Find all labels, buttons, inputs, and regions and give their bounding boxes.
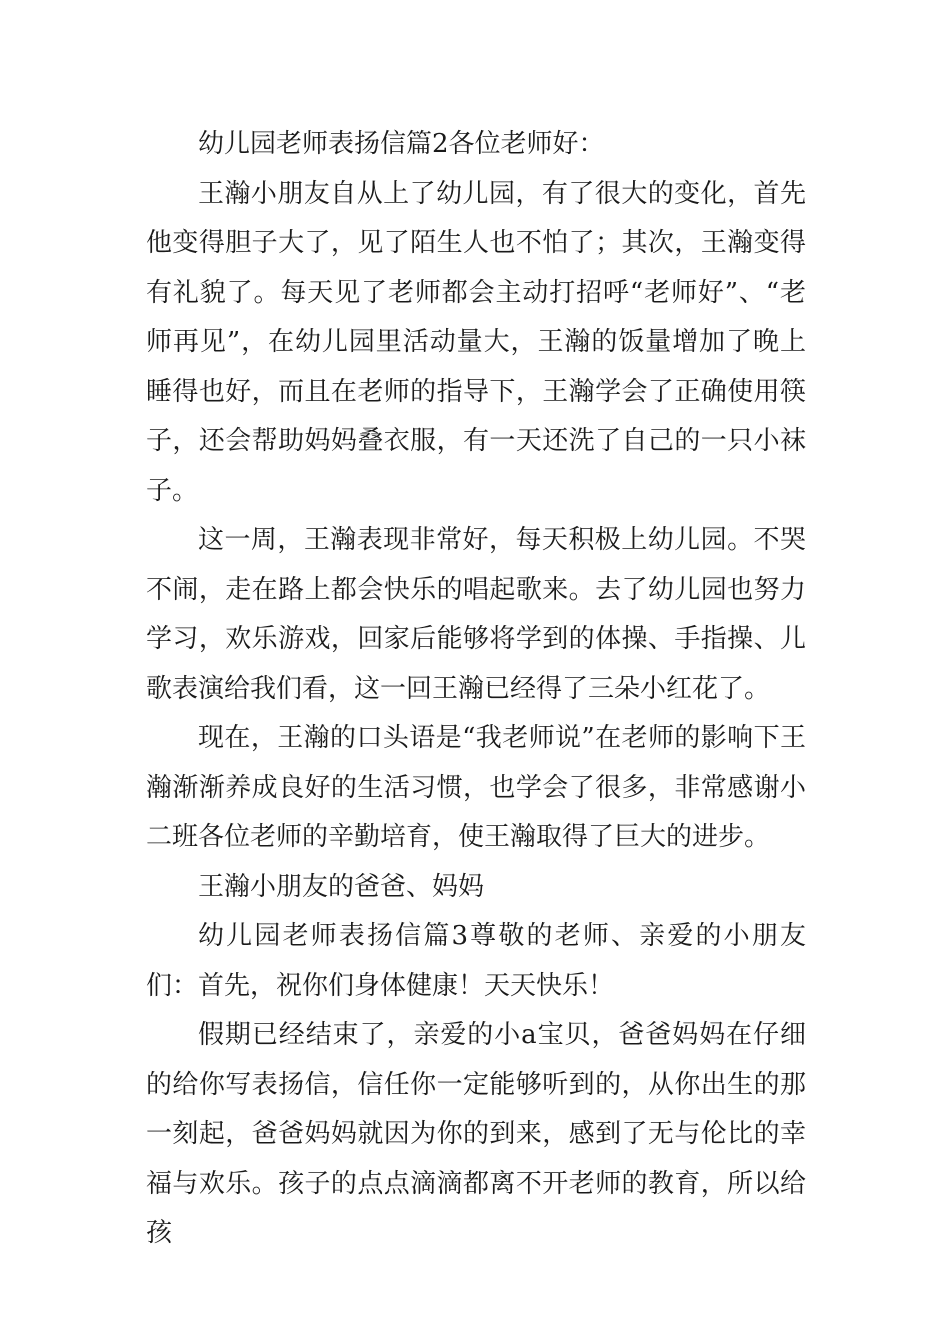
paragraph-holiday: 假期已经结束了，亲爱的小a宝贝，爸爸妈妈在仔细的给你写表扬信，信任你一定能够听到的，从你出生的那一刻起，爸爸妈妈就因为你的到来，感到了无与伦比的幸福与欢乐。孩子的点点滴滴都离不开老师的教育，所以给孩 xyxy=(146,1020,806,1248)
paragraph-changes: 王瀚小朋友自从上了幼儿园，有了很大的变化，首先他变得胆子大了，见了陌生人也不怕了；其次，王瀚变得有礼貌了。每天见了老师都会主动打招呼“老师好”、“老师再见”，在幼儿园里活动量大，王瀚的饭量增加了晚上睡得也好，而且在老师的指导下，王瀚学会了正确使用筷子，还会帮助妈妈叠衣服，有一天还洗了自己的一只小袜子。 xyxy=(146,178,806,506)
paragraph-heading-letter-2: 幼儿园老师表扬信篇2各位老师好： xyxy=(198,129,605,159)
paragraph-signature: 王瀚小朋友的爸爸、妈妈 xyxy=(198,871,485,902)
paragraph-now: 现在，王瀚的口头语是“我老师说”在老师的影响下王瀚渐渐养成良好的生活习惯，也学会了很多，非常感谢小二班各位老师的辛勤培育，使王瀚取得了巨大的进步。 xyxy=(146,723,806,852)
document-body xyxy=(146,120,806,1259)
paragraph-heading-letter-3: 幼儿园老师表扬信篇3尊敬的老师、亲爱的小朋友们：首先，祝你们身体健康！天天快乐！ xyxy=(146,921,806,1001)
paragraph-this-week: 这一周，王瀚表现非常好，每天积极上幼儿园。不哭不闹，走在路上都会快乐的唱起歌来。去了幼儿园也努力学习，欢乐游戏，回家后能够将学到的体操、手指操、儿歌表演给我们看，这一回王瀚已经得了三朵小红花了。 xyxy=(146,525,806,704)
